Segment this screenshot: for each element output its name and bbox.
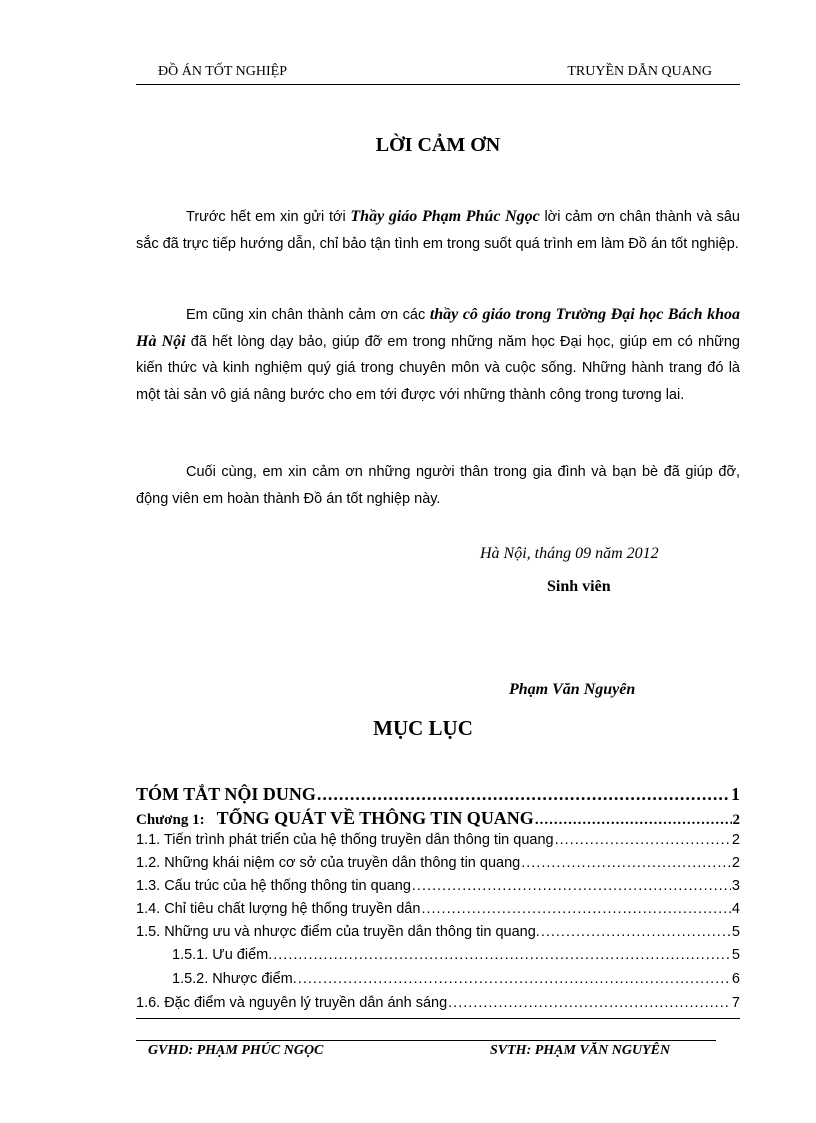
toc-page-number: 5 xyxy=(731,924,740,940)
toc-page-number: 7 xyxy=(731,995,740,1011)
signer-role: Sinh viên xyxy=(547,578,611,595)
acknowledgment-title: LỜI CẢM ƠN xyxy=(375,134,501,156)
page-footer xyxy=(136,1040,716,1058)
toc-page-number: 5 xyxy=(731,947,740,963)
toc-page-number: 2 xyxy=(731,832,740,848)
toc-entry-label: 1.5. Những ưu và nhược điểm của truyền dẫn thông tin quang. xyxy=(136,924,540,940)
toc-entry-label: 1.5.2. Nhược điểm. xyxy=(172,971,297,987)
toc-entry-prefix: Chương 1: xyxy=(136,812,205,828)
acknowledgment-paragraph-1 xyxy=(136,204,740,257)
acknowledgment-paragraph-2 xyxy=(136,302,740,408)
table-of-contents xyxy=(136,784,740,1019)
toc-leader-dots xyxy=(555,832,731,848)
toc-leader-dots xyxy=(421,901,730,917)
toc-page-number: 4 xyxy=(731,901,740,917)
toc-title: MỤC LỤC xyxy=(373,716,473,740)
footer-student: SVTH: PHẠM VĂN NGUYÊN xyxy=(490,1043,671,1058)
acknowledgment-paragraph-3 xyxy=(136,459,740,512)
toc-leader-dots xyxy=(412,878,731,894)
toc-page-number: 2 xyxy=(732,812,740,828)
toc-entry-label: TÓM TẮT NỘI DUNG xyxy=(136,784,316,804)
toc-entry-label: 1.6. Đặc điểm và nguyên lý truyền dẫn ánh sáng xyxy=(136,995,448,1011)
p2-text-after: đã hết lòng dạy bảo, giúp đỡ em trong những năm học Đại học, giúp em có những kiến thức và kinh nghiệm quý giá trong chuyên môn và cuộc sống. Những hành trang đó là một tài sản vô giá nâng bước cho em tới được với những thành công trong tương lai. xyxy=(136,333,740,403)
toc-page-number: 3 xyxy=(731,878,740,894)
toc-page-number: 6 xyxy=(731,971,740,987)
toc-entry-chapter-1[interactable] xyxy=(136,808,740,832)
toc-entry-1-3[interactable] xyxy=(136,878,740,901)
p1-text-before: Trước hết em xin gửi tới xyxy=(186,209,351,225)
toc-leader-dots xyxy=(521,855,731,871)
toc-entry-1-4[interactable] xyxy=(136,901,740,924)
footer-advisor: GVHD: PHẠM PHÚC NGỌC xyxy=(148,1043,324,1058)
toc-leader-dots xyxy=(273,947,731,963)
toc-entry-summary[interactable] xyxy=(136,784,740,808)
toc-leader-dots xyxy=(448,995,731,1011)
toc-leader-dots xyxy=(298,971,731,987)
toc-entry-label: TỔNG QUÁT VỀ THÔNG TIN QUANG xyxy=(216,808,534,828)
page-header xyxy=(136,64,740,85)
place-date: Hà Nội, tháng 09 năm 2012 xyxy=(480,545,659,562)
toc-entry-label: 1.2. Những khái niệm cơ sở của truyền dẫn thông tin quang xyxy=(136,855,521,871)
toc-entry-label: 1.4. Chỉ tiêu chất lượng hệ thống truyền dẫn xyxy=(136,901,421,917)
toc-entry-1-5-2[interactable] xyxy=(136,971,740,995)
toc-entry-1-2[interactable] xyxy=(136,855,740,878)
toc-entry-1-1[interactable] xyxy=(136,832,740,855)
toc-leader-dots xyxy=(541,924,731,940)
signer-name: Phạm Văn Nguyên xyxy=(509,681,636,698)
p3-text: Cuối cùng, em xin cảm ơn những người thân trong gia đình và bạn bè đã giúp đỡ, động viên em hoàn thành Đồ án tốt nghiệp này. xyxy=(136,464,740,507)
toc-entry-1-5[interactable] xyxy=(136,924,740,947)
toc-entry-label: 1.1. Tiến trình phát triển của hệ thống truyền dẫn thông tin quang xyxy=(136,832,554,848)
toc-entry-label: 1.5.1. Ưu điểm. xyxy=(172,947,273,963)
toc-entry-1-5-1[interactable] xyxy=(136,947,740,971)
p2-emphasis: thầy cô giáo trong Trường Đại học Bách khoa Hà Nội xyxy=(136,306,741,350)
header-right-text: TRUYỀN DẪN QUANG xyxy=(567,64,712,79)
toc-page-number: 2 xyxy=(731,855,740,871)
p1-text-after: lời cảm ơn chân thành và sâu sắc đã trực tiếp hướng dẫn, chỉ bảo tận tình em trong suốt quá trình em làm Đồ án tốt nghiệp. xyxy=(136,209,741,252)
p2-text-before: Em cũng xin chân thành cảm ơn các xyxy=(186,307,430,323)
header-left-text: ĐỒ ÁN TỐT NGHIỆP xyxy=(158,64,287,79)
toc-entry-1-6[interactable] xyxy=(136,995,740,1018)
p1-emphasis: Thầy giáo Phạm Phúc Ngọc xyxy=(350,208,540,225)
toc-leader-dots xyxy=(535,812,732,829)
toc-page-number: 1 xyxy=(731,784,740,804)
toc-leader-dots xyxy=(317,784,730,805)
toc-entry-label: 1.3. Cấu trúc của hệ thống thông tin quang xyxy=(136,878,411,894)
